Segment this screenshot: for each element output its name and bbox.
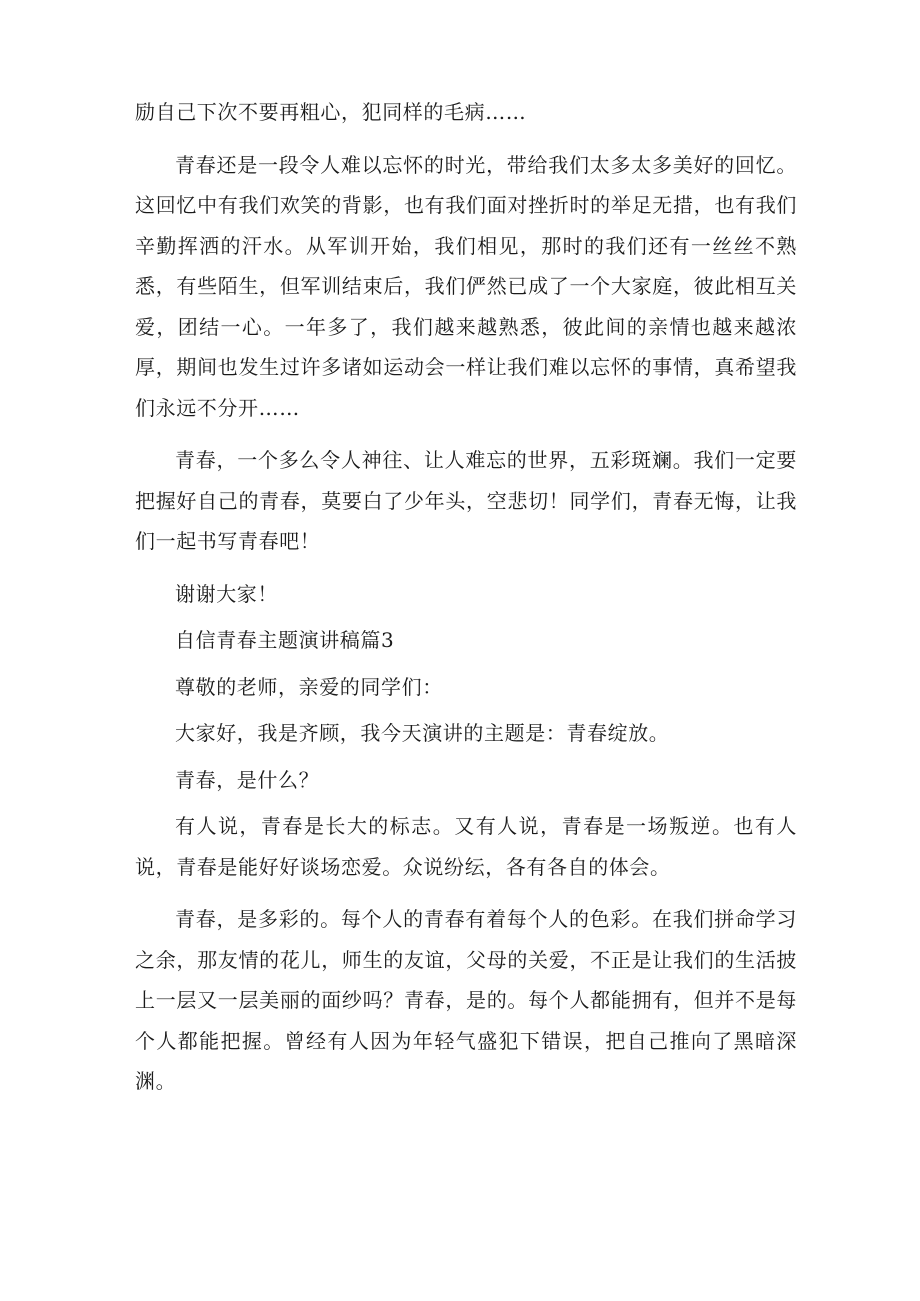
- section-title: 自信青春主题演讲稿篇3: [175, 628, 395, 652]
- document-body: [135, 92, 797, 1102]
- paragraph-introduction: 大家好，我是齐顾，我今天演讲的主题是：青春绽放。: [175, 721, 670, 745]
- paragraph-opinions: 有人说，青春是长大的标志。又有人说，青春是一场叛逆。也有人说，青春是能好好谈场恋爱。众说纷纭，各有各自的体会。: [135, 814, 797, 879]
- paragraph-thanks: 谢谢大家！: [175, 581, 278, 606]
- paragraph-memories: 青春还是一段令人难以忘怀的时光，带给我们太多太多美好的回忆。这回忆中有我们欢笑的背影，也有我们面对挫折时的举足无措，也有我们辛勤挥洒的汗水。从军训开始，我们相见，那时的我们还有一丝丝不熟悉，有些陌生，但军训结束后，我们俨然已成了一个大家庭，彼此相互关爱，团结一心。一年多了，我们越来越熟悉，彼此间的亲情也越来越浓厚，期间也发生过许多诸如运动会一样让我们难以忘怀的事情，真希望我们永远不分开……: [135, 152, 797, 420]
- paragraph-colorful-youth: 青春，是多彩的。每个人的青春有着每个人的色彩。在我们拼命学习之余，那友情的花儿，师生的友谊，父母的关爱，不正是让我们的生活披上一层又一层美丽的面纱吗？青春，是的。每个人都能拥有，但并不是每个人都能把握。曾经有人因为年轻气盛犯下错误，把自己推向了黑暗深渊。: [135, 907, 797, 1093]
- paragraph-question: 青春，是什么？: [175, 767, 320, 792]
- paragraph-youth-world: 青春，一个多么令人神往、让人难忘的世界，五彩斑斓。我们一定要把握好自己的青春，莫要白了少年头，空悲切！同学们，青春无悔，让我们一起书写青春吧！: [135, 448, 797, 553]
- paragraph-continuation: 励自己下次不要再粗心，犯同样的毛病……: [135, 100, 527, 124]
- paragraph-greeting: 尊敬的老师，亲爱的同学们：: [175, 674, 443, 699]
